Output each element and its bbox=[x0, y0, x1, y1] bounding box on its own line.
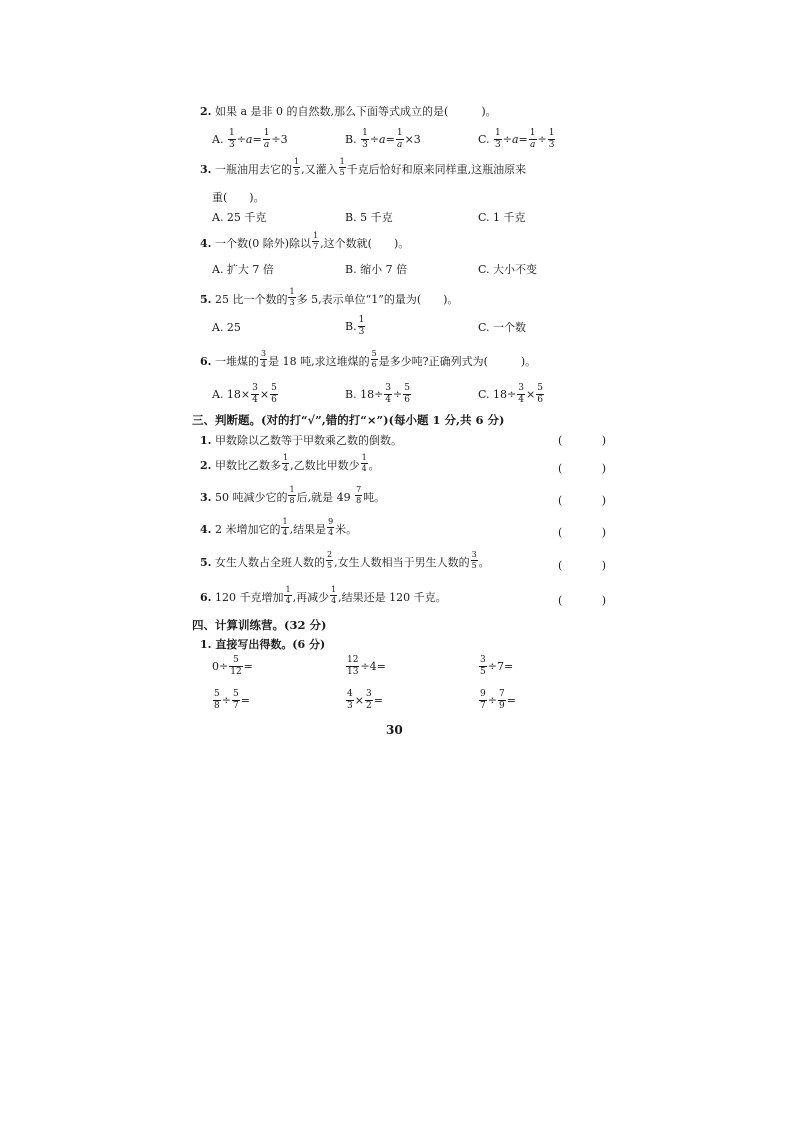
calc-3: $\frac{3}{5}$ ÷7= bbox=[480, 655, 514, 677]
fraction: $\frac{1}{8}$ bbox=[289, 485, 295, 505]
fraction: $\frac{1}{4}$ bbox=[331, 585, 337, 605]
judge-item-4: 4. 2 米增加它的 $\frac{1}{4}$ ,结果是 $\frac{9}{4}$ 米。 bbox=[200, 517, 358, 537]
q3-option-c: C. 1 千克 bbox=[478, 211, 526, 224]
answer-paren-3[interactable]: ( ) bbox=[558, 494, 606, 507]
fraction: $\frac{3}{2}$ bbox=[365, 689, 372, 711]
q3: 3. 一瓶油用去它的 $\frac{1}{5}$ ,又灌入 $\frac{1}{5}$ 千克后恰好和原来同样重,这瓶油原来 bbox=[200, 157, 527, 177]
judge-item-1: 1. 甲数除以乙数等于甲数乘乙数的倒数。 bbox=[200, 433, 402, 447]
q4: 4. 一个数(0 除外)除以 $\frac{1}{7}$ ,这个数就( )。 bbox=[200, 231, 410, 251]
fraction: $\frac{1}{a}$ bbox=[396, 128, 403, 150]
section4-subtitle: 1. 直接写出得数。(6 分) bbox=[200, 638, 326, 651]
calc-2: $\frac{12}{13}$ ÷4= bbox=[347, 655, 386, 677]
fraction: $\frac{5}{6}$ bbox=[404, 383, 410, 405]
fraction: $\frac{5}{12}$ bbox=[230, 655, 242, 677]
calc-4: $\frac{5}{8}$ ÷ $\frac{5}{7}$ = bbox=[214, 689, 250, 711]
answer-paren-2[interactable]: ( ) bbox=[558, 462, 606, 475]
q5-option-a: A. 25 bbox=[212, 321, 241, 334]
fraction: $\frac{2}{5}$ bbox=[326, 550, 333, 570]
fraction: $\frac{5}{6}$ bbox=[371, 349, 377, 369]
q2-text: 如果 a 是非 0 的自然数,那么下面等式成立的是( )。 bbox=[214, 105, 497, 118]
fraction: $\frac{5}{7}$ bbox=[232, 689, 239, 711]
fraction: $\frac{3}{4}$ bbox=[252, 383, 258, 405]
fraction: $\frac{1}{3}$ bbox=[495, 128, 501, 150]
fraction: $\frac{1}{a}$ bbox=[263, 128, 270, 150]
answer-paren-5[interactable]: ( ) bbox=[558, 559, 606, 572]
section3-title: 三、判断题。(对的打“√”,错的打“×”)(每小题 1 分,共 6 分) bbox=[192, 413, 505, 427]
fraction: $\frac{1}{5}$ bbox=[339, 157, 345, 177]
judge-item-3: 3. 50 吨减少它的 $\frac{1}{8}$ 后,就是 49 $\frac{7}{8}$ 吨。 bbox=[200, 485, 386, 505]
q2-number: 2. bbox=[200, 105, 212, 118]
fraction: $\frac{3}{5}$ bbox=[471, 550, 477, 570]
fraction: $\frac{3}{4}$ bbox=[260, 349, 267, 369]
q3-option-a: A. 25 千克 bbox=[212, 211, 267, 224]
q2 bbox=[200, 106, 497, 117]
fraction: $\frac{1}{3}$ bbox=[362, 128, 368, 150]
fraction: $\frac{1}{3}$ bbox=[548, 128, 555, 150]
fraction: $\frac{1}{4}$ bbox=[285, 585, 291, 605]
fraction: $\frac{4}{3}$ bbox=[347, 689, 353, 711]
fraction: $\frac{1}{4}$ bbox=[282, 453, 289, 473]
fraction: $\frac{9}{4}$ bbox=[328, 517, 334, 537]
section4-title: 四、计算训练营。(32 分) bbox=[192, 618, 327, 632]
q4-option-c: C. 大小不变 bbox=[478, 263, 538, 276]
q6-option-c: C. 18÷ $\frac{3}{4}$ × $\frac{5}{6}$ bbox=[478, 383, 543, 405]
fraction: $\frac{3}{5}$ bbox=[480, 655, 486, 677]
judge-item-5: 5. 女生人数占全班人数的 $\frac{2}{5}$ ,女生人数相当于男生人数的 $\frac{3}{5}$ 。 bbox=[200, 550, 490, 570]
fraction: $\frac{5}{6}$ bbox=[537, 383, 543, 405]
calc-6: $\frac{9}{7}$ ÷ $\frac{7}{9}$ = bbox=[480, 689, 516, 711]
fraction: $\frac{3}{4}$ bbox=[518, 383, 524, 405]
fraction: $\frac{5}{6}$ bbox=[271, 383, 277, 405]
q3-option-b: B. 5 千克 bbox=[345, 211, 393, 224]
q6: 6. 一堆煤的 $\frac{3}{4}$ 是 18 吨,求这堆煤的 $\frac{5}{6}$ 是多少吨?正确列式为( )。 bbox=[200, 349, 537, 369]
page-number: 30 bbox=[386, 723, 403, 737]
fraction: $\frac{1}{a}$ bbox=[529, 128, 536, 150]
q3-line2: 重( )。 bbox=[212, 191, 265, 204]
fraction: $\frac{7}{9}$ bbox=[498, 689, 505, 711]
fraction: $\frac{3}{4}$ bbox=[385, 383, 392, 405]
fraction: $\frac{1}{3}$ bbox=[228, 128, 235, 150]
q2-option-a: A. $\frac{1}{3}$ ÷a= $\frac{1}{a}$ ÷3 bbox=[212, 128, 288, 150]
q4-option-b: B. 缩小 7 倍 bbox=[345, 263, 408, 276]
fraction: $\frac{1}{5}$ bbox=[293, 157, 300, 177]
q2-option-c: C. $\frac{1}{3}$ ÷a= $\frac{1}{a}$ ÷ $\frac{1}{3}$ bbox=[478, 128, 555, 150]
fraction: $\frac{9}{7}$ bbox=[480, 689, 486, 711]
fraction: $\frac{12}{13}$ bbox=[347, 655, 359, 677]
judge-item-6: 6. 120 千克增加 $\frac{1}{4}$ ,再减少 $\frac{1}{4}$ ,结果还是 120 千克。 bbox=[200, 585, 447, 605]
q6-option-a: A. 18× $\frac{3}{4}$ × $\frac{5}{6}$ bbox=[212, 383, 277, 405]
calc-5: $\frac{4}{3}$ × $\frac{3}{2}$ = bbox=[347, 689, 383, 711]
fraction: $\frac{1}{3}$ bbox=[358, 315, 365, 337]
fraction: $\frac{5}{8}$ bbox=[214, 689, 220, 711]
answer-paren-6[interactable]: ( ) bbox=[558, 594, 606, 607]
fraction: $\frac{1}{4}$ bbox=[282, 517, 288, 537]
q6-option-b: B. 18÷ $\frac{3}{4}$ ÷ $\frac{5}{6}$ bbox=[345, 383, 410, 405]
q5: 5. 25 比一个数的 $\frac{1}{3}$ 多 5,表示单位“1”的量为( )。 bbox=[200, 287, 459, 307]
q4-option-a: A. 扩大 7 倍 bbox=[212, 263, 274, 276]
judge-item-2: 2. 甲数比乙数多 $\frac{1}{4}$ ,乙数比甲数少 $\frac{1}{4}$ 。 bbox=[200, 453, 380, 473]
answer-paren-4[interactable]: ( ) bbox=[558, 526, 606, 539]
q5-option-b: B. $\frac{1}{3}$ bbox=[345, 315, 365, 337]
q2-option-b: B. $\frac{1}{3}$ ÷a= $\frac{1}{a}$ ×3 bbox=[345, 128, 421, 150]
answer-paren-1[interactable]: ( ) bbox=[558, 434, 606, 447]
calc-1: 0÷ $\frac{5}{12}$ = bbox=[212, 655, 253, 677]
q5-option-c: C. 一个数 bbox=[478, 321, 527, 334]
fraction: $\frac{1}{3}$ bbox=[289, 287, 295, 307]
fraction: $\frac{1}{7}$ bbox=[313, 231, 319, 251]
fraction: $\frac{1}{4}$ bbox=[361, 453, 367, 473]
fraction: $\frac{7}{8}$ bbox=[356, 485, 362, 505]
